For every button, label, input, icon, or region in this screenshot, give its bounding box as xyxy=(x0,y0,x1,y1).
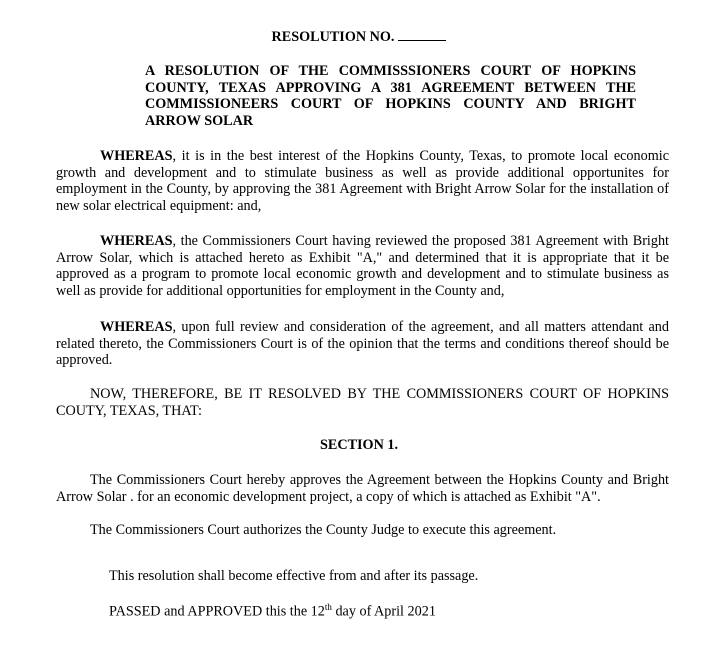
resolved-text: NOW, THEREFORE, BE IT RESOLVED BY THE COMMISSIONERS COURT OF HOPKINS COUTY, TEXAS, THAT: xyxy=(56,386,669,419)
resolution-title-text: RESOLUTION NO. xyxy=(271,29,395,45)
whereas-paragraph-2 xyxy=(56,233,669,299)
whereas-text-3: , upon full review and consideration of the agreement, and all matters attendant and related thereto, the Commissioners Court is of the opinion that the terms and conditions thereof should be approved. xyxy=(56,319,669,369)
section-paragraph-1 xyxy=(56,472,669,505)
section-paragraph-2: The Commissioners Court authorizes the County Judge to execute this agreement. xyxy=(90,522,557,538)
whereas-paragraph-3 xyxy=(56,319,669,369)
whereas-label: WHEREAS xyxy=(100,233,173,249)
passed-approved-line xyxy=(109,599,436,620)
resolution-title xyxy=(0,28,718,46)
effective-statement: This resolution shall become effective from and after its passage. xyxy=(109,568,479,584)
section-title: SECTION 1. xyxy=(319,437,399,453)
whereas-label: WHEREAS xyxy=(100,148,173,164)
passed-prefix: PASSED and APPROVED this the 12 xyxy=(109,603,325,620)
whereas-label: WHEREAS xyxy=(100,319,173,335)
whereas-text-2: , the Commissioners Court having reviewed the proposed 381 Agreement with Bright Arrow Solar, which is attached hereto as Exhibit "A," and determined that it is appropriate that it be approved as a program to promote local economic growth and development and to stimulate business as well as provide for additional opportunities for employment in the County and, xyxy=(56,233,669,299)
resolution-heading: A RESOLUTION OF THE COMMISSSIONERS COURT OF HOPKINS COUNTY, TEXAS APPROVING A 381 AGREEMENT BETWEEN THE COMMISSIONEERS COURT OF HOPKINS COUNTY AND BRIGHT ARROW SOLAR xyxy=(145,63,636,129)
passed-suffix: day of April 2021 xyxy=(331,603,436,620)
passed-ordinal-suffix: th xyxy=(324,602,332,612)
whereas-text-1: , it is in the best interest of the Hopkins County, Texas, to promote local economic growth and development and to stimulate business as well as provide additional opportunites for employment in the County, by approving the 381 Agreement with Bright Arrow Solar for the installation of new solar electrical equipment: and, xyxy=(56,148,669,214)
whereas-paragraph-1 xyxy=(56,148,669,214)
resolution-number-blank xyxy=(398,28,446,41)
resolved-paragraph xyxy=(56,386,669,419)
section-text-1: The Commissioners Court hereby approves the Agreement between the Hopkins County and Bright Arrow Solar . for an economic development project, a copy of which is attached as Exhibit "A". xyxy=(56,472,669,505)
